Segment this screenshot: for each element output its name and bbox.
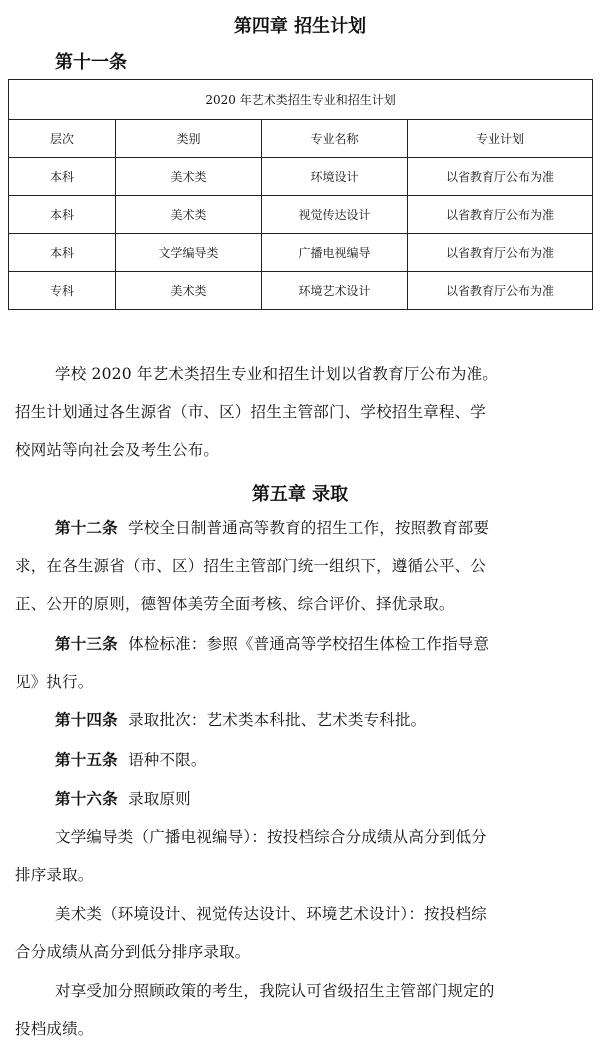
cell-level: 本科 [9, 234, 116, 272]
cell-plan: 以省教育厅公布为准 [408, 234, 593, 272]
enrollment-plan-table [8, 79, 593, 310]
header-cell: 专业计划 [408, 120, 593, 158]
table-caption: 2020 年艺术类招生专业和招生计划 [9, 80, 593, 120]
table-header-row [9, 120, 593, 158]
article-15-text: 语种不限。 [128, 751, 207, 769]
cell-major: 视觉传达设计 [262, 196, 408, 234]
cell-category: 文学编导类 [116, 234, 262, 272]
paragraph-line: 学校 2020 年艺术类招生专业和招生计划以省教育厅公布为准。 [55, 365, 499, 383]
header-cell: 类别 [116, 120, 262, 158]
cell-category: 美术类 [116, 158, 262, 196]
paragraph-line: 美术类（环境设计、视觉传达设计、环境艺术设计）：按投档综 [55, 905, 487, 923]
article-11-heading: 第十一条 [55, 52, 127, 73]
header-cell: 专业名称 [262, 120, 408, 158]
article-12-text: 学校全日制普通高等教育的招生工作，按照教育部要 [128, 519, 490, 537]
paragraph-line: 对享受加分照顾政策的考生，我院认可省级招生主管部门规定的 [55, 982, 495, 1000]
paragraph-line: 招生计划通过各生源省（市、区）招生主管部门、学校招生章程、学 [15, 403, 487, 421]
table-caption-row [9, 80, 593, 120]
table-row [9, 234, 593, 272]
paragraph-line: 见》执行。 [15, 673, 94, 691]
article-15-label: 第十五条 [55, 751, 118, 769]
article-12-line [55, 518, 489, 538]
article-16-label: 第十六条 [55, 790, 118, 808]
cell-major: 环境艺术设计 [262, 272, 408, 310]
table-row [9, 196, 593, 234]
cell-category: 美术类 [116, 196, 262, 234]
article-16-text: 录取原则 [128, 790, 191, 808]
cell-level: 专科 [9, 272, 116, 310]
paragraph-line: 校网站等向社会及考生公布。 [15, 441, 220, 459]
paragraph-line: 正、公开的原则，德智体美劳全面考核、综合评价、择优录取。 [15, 595, 455, 613]
paragraph-line: 投档成绩。 [15, 1020, 94, 1038]
table-row [9, 158, 593, 196]
cell-category: 美术类 [116, 272, 262, 310]
article-13-line [55, 634, 489, 654]
paragraph-line: 文学编导类（广播电视编导）：按投档综合分成绩从高分到低分 [55, 828, 487, 846]
article-16-line [55, 789, 191, 809]
cell-major: 环境设计 [262, 158, 408, 196]
article-13-label: 第十三条 [55, 635, 118, 653]
article-14-line [55, 710, 426, 730]
cell-level: 本科 [9, 158, 116, 196]
chapter-4-title: 第四章 招生计划 [233, 16, 367, 37]
paragraph-line: 求，在各生源省（市、区）招生主管部门统一组织下，遵循公平、公 [15, 557, 487, 575]
cell-plan: 以省教育厅公布为准 [408, 158, 593, 196]
table-row [9, 272, 593, 310]
article-14-label: 第十四条 [55, 711, 118, 729]
chapter-5-title: 第五章 录取 [251, 484, 349, 505]
cell-major: 广播电视编导 [262, 234, 408, 272]
paragraph-line: 排序录取。 [15, 866, 94, 884]
article-12-label: 第十二条 [55, 519, 118, 537]
cell-plan: 以省教育厅公布为准 [408, 272, 593, 310]
paragraph-line: 合分成绩从高分到低分排序录取。 [15, 943, 251, 961]
article-15-line [55, 750, 207, 770]
article-13-text: 体检标准：参照《普通高等学校招生体检工作指导意 [128, 635, 490, 653]
header-cell: 层次 [9, 120, 116, 158]
cell-level: 本科 [9, 196, 116, 234]
article-14-text: 录取批次：艺术类本科批、艺术类专科批。 [128, 711, 427, 729]
cell-plan: 以省教育厅公布为准 [408, 196, 593, 234]
